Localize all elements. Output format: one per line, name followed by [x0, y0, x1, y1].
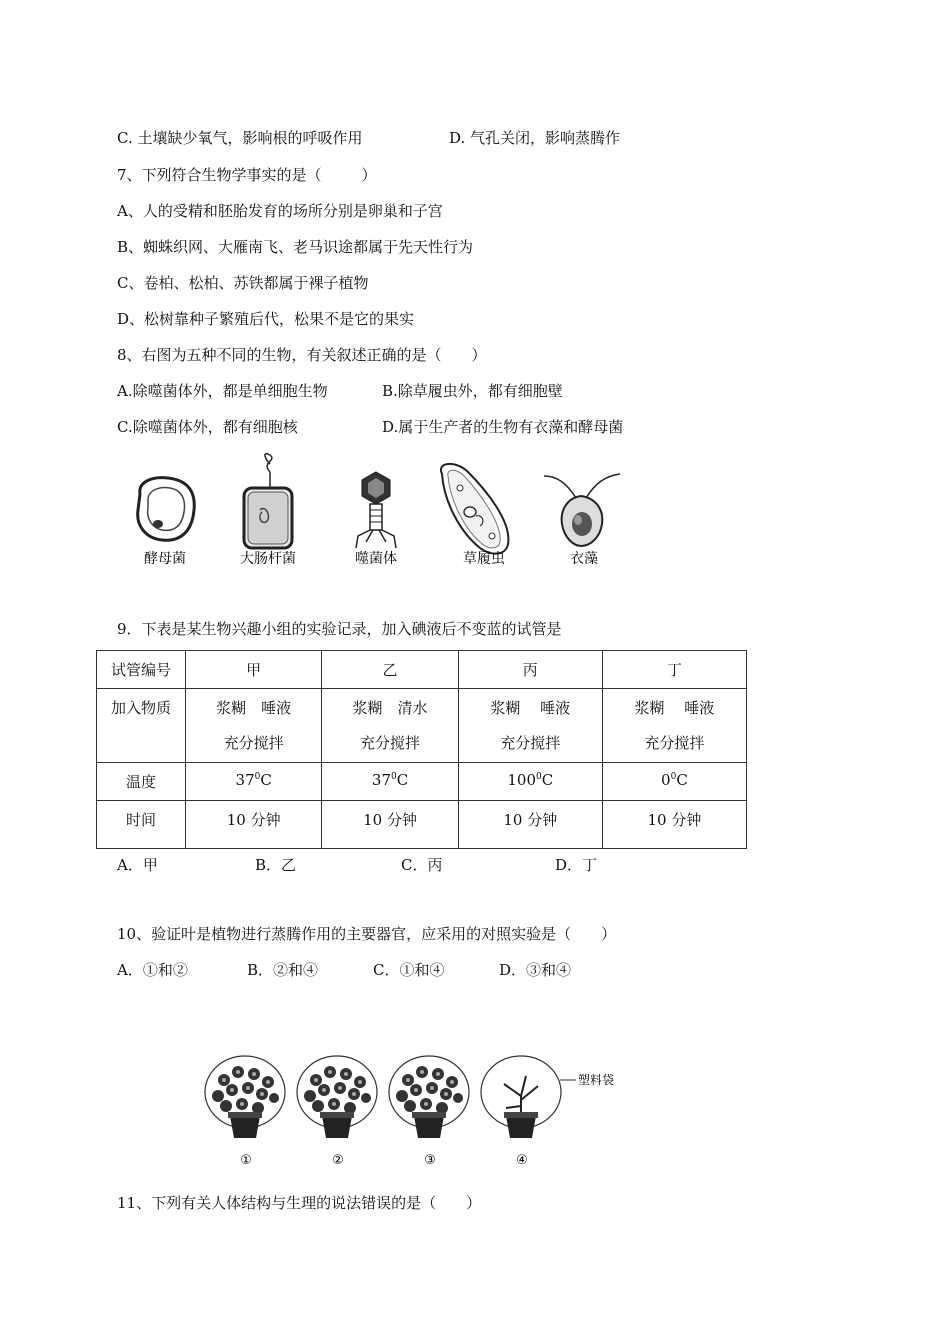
table-cell: $0^0C$ — [602, 763, 746, 801]
plant-4 — [481, 1056, 561, 1138]
table-cell: 温度 — [97, 763, 186, 801]
organism-label-paramecium: 草履虫 — [463, 551, 505, 567]
organisms-figure — [120, 452, 660, 574]
q7-option-b: B、蜘蛛织网、大雁南飞、老马识途都属于先天性行为 — [117, 238, 474, 256]
plant-3 — [389, 1056, 469, 1138]
q9-options — [117, 854, 597, 875]
paramecium-illustration — [441, 464, 509, 554]
q10-option-d: D．③和④ — [499, 961, 572, 979]
plant-label-1: ① — [240, 1153, 252, 1168]
table-cell: 浆糊 唾液 充分搅拌 — [186, 689, 322, 763]
table-row — [97, 763, 747, 801]
q10-option-c: C．①和④ — [373, 961, 445, 979]
yeast-illustration — [138, 478, 195, 541]
table-cell: 10 分钟 — [322, 801, 458, 849]
q6-option-d: D. 气孔关闭，影响蒸腾作 — [449, 129, 621, 147]
table-header-cell: 丙 — [458, 651, 602, 689]
table-cell: 加入物质 — [97, 689, 186, 763]
plant-1 — [205, 1056, 285, 1138]
q8-option-d: D.属于生产者的生物有衣藻和酵母菌 — [382, 418, 624, 436]
experiment-table — [96, 650, 747, 849]
phage-illustration — [356, 472, 396, 548]
q9-option-a: A．甲 — [117, 856, 158, 874]
q7-option-c: C、卷柏、松柏、苏铁都属于裸子植物 — [117, 274, 369, 292]
table-header-cell: 乙 — [322, 651, 458, 689]
q10-option-a: A．①和② — [117, 961, 188, 979]
q8-stem: 8、右图为五种不同的生物，有关叙述正确的是（ ） — [117, 346, 487, 364]
plant-label-2: ② — [332, 1153, 344, 1168]
q7-option-a: A、人的受精和胚胎发育的场所分别是卵巢和子宫 — [117, 202, 443, 220]
q10-option-b: B．②和④ — [247, 961, 319, 979]
table-cell: $37^0C$ — [186, 763, 322, 801]
table-cell: 10 分钟 — [458, 801, 602, 849]
bag-label: 塑料袋 — [578, 1073, 615, 1087]
q10-options — [117, 959, 571, 980]
table-cell: 浆糊 清水 充分搅拌 — [322, 689, 458, 763]
plant-label-4: ④ — [516, 1153, 528, 1168]
q9-stem: 9．下表是某生物兴趣小组的实验记录，加入碘液后不变蓝的试管是 — [117, 620, 562, 638]
organism-label-phage: 噬菌体 — [355, 551, 397, 567]
q8-options-ab — [117, 380, 563, 401]
q11-stem: 11、下列有关人体结构与生理的说法错误的是（ ） — [117, 1194, 482, 1212]
table-cell: 10 分钟 — [602, 801, 746, 849]
e-coli-illustration — [244, 454, 292, 548]
table-cell: $37^0C$ — [322, 763, 458, 801]
q9-option-d: D．丁 — [555, 856, 598, 874]
organism-label-yeast: 酵母菌 — [144, 551, 186, 567]
plant-2 — [297, 1056, 377, 1138]
table-row — [97, 801, 747, 849]
organism-label-chlamydomonas: 衣藻 — [570, 551, 598, 567]
q7-stem: 7、下列符合生物学事实的是（ ） — [117, 166, 377, 184]
plant-label-3: ③ — [424, 1153, 436, 1168]
table-cell: 时间 — [97, 801, 186, 849]
transpiration-figure — [200, 1050, 640, 1172]
table-header-cell: 丁 — [602, 651, 746, 689]
table-cell: 浆糊 唾液 充分搅拌 — [602, 689, 746, 763]
table-cell: 浆糊 唾液 充分搅拌 — [458, 689, 602, 763]
q6-options — [117, 127, 620, 148]
table-cell: 10 分钟 — [186, 801, 322, 849]
q9-option-c: C．丙 — [401, 856, 443, 874]
q9-option-b: B．乙 — [255, 856, 297, 874]
table-header-cell: 甲 — [186, 651, 322, 689]
table-cell: $100^0C$ — [458, 763, 602, 801]
q8-options-cd — [117, 416, 623, 437]
chlamydomonas-illustration — [544, 474, 620, 546]
q10-stem: 10、验证叶是植物进行蒸腾作用的主要器官，应采用的对照实验是（ ） — [117, 925, 617, 943]
q7-option-d: D、松树靠种子繁殖后代，松果不是它的果实 — [117, 310, 415, 328]
table-header-cell: 试管编号 — [97, 651, 186, 689]
organism-label-e-coli: 大肠杆菌 — [240, 551, 296, 567]
table-row — [97, 651, 747, 689]
q8-option-c: C.除噬菌体外，都有细胞核 — [117, 418, 298, 436]
q8-option-a: A.除噬菌体外，都是单细胞生物 — [117, 382, 328, 400]
table-row — [97, 689, 747, 763]
q6-option-c: C. 土壤缺少氧气，影响根的呼吸作用 — [117, 129, 363, 147]
q8-option-b: B.除草履虫外，都有细胞壁 — [382, 382, 563, 400]
